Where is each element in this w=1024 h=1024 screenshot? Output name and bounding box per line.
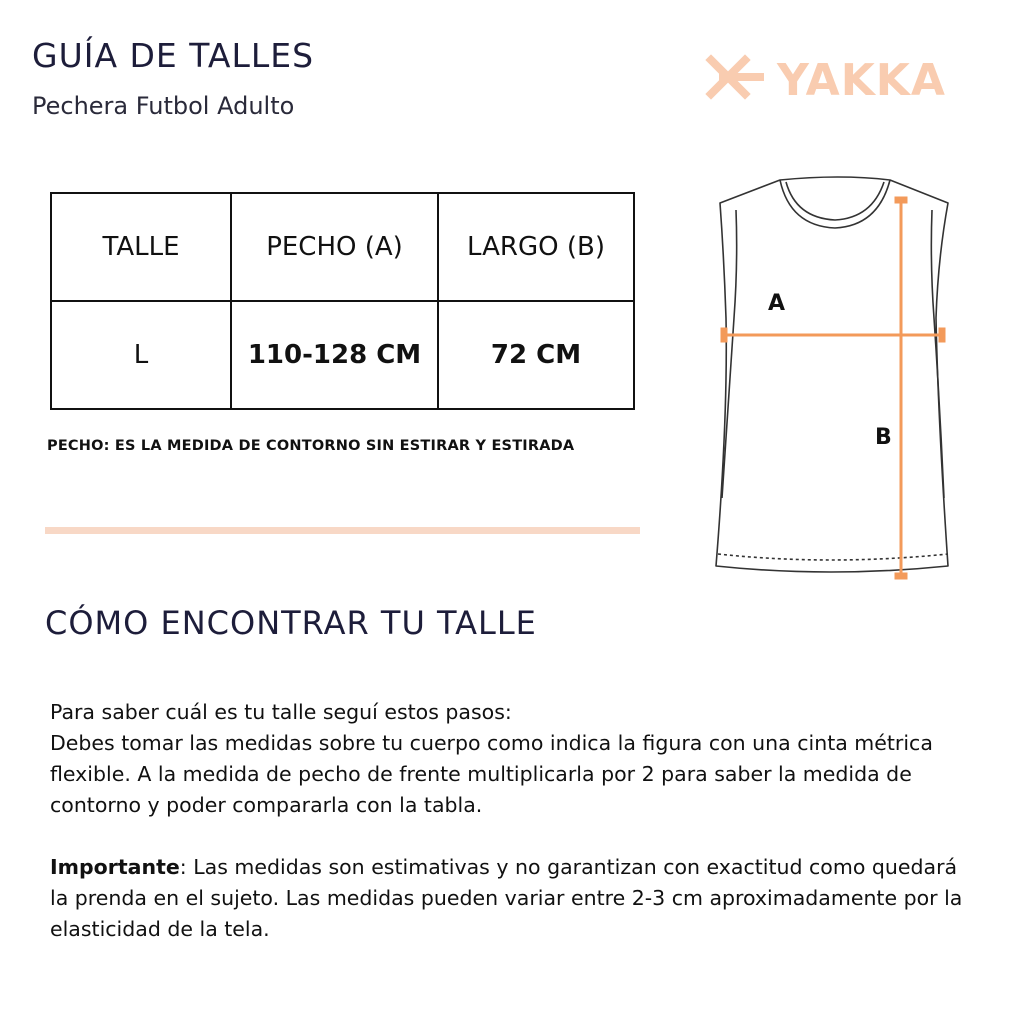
important-text: : Las medidas son estimativas y no garantizan con exactitud como quedará la prenda en el sujeto. Las medidas pueden variar entre 2-3 cm aproximadamente por la elasticidad de la tela. — [50, 855, 963, 941]
tank-top-outline-icon — [700, 168, 970, 588]
brand-name: YAKKA — [777, 55, 946, 102]
cell-largo: 72 CM — [438, 301, 634, 409]
yakka-logo — [705, 52, 960, 102]
important-label: Importante — [50, 855, 180, 879]
label-b: B — [875, 425, 892, 450]
intro-line-1: Para saber cuál es tu talle seguí estos pasos: — [50, 700, 512, 724]
instructions-text — [50, 697, 970, 945]
table-header-row — [51, 193, 634, 301]
x-mark-icon — [711, 60, 760, 94]
page-title: GUÍA DE TALLES — [32, 36, 315, 75]
header-cell-talle: TALLE — [51, 193, 231, 301]
section-divider — [45, 527, 640, 534]
page-subtitle: Pechera Futbol Adulto — [32, 92, 295, 120]
measurement-note: PECHO: ES LA MEDIDA DE CONTORNO SIN ESTIRAR Y ESTIRADA — [47, 438, 575, 454]
cell-pecho: 110-128 CM — [231, 301, 438, 409]
section-title: CÓMO ENCONTRAR TU TALLE — [45, 604, 537, 642]
header-cell-largo: LARGO (B) — [438, 193, 634, 301]
label-a: A — [768, 291, 786, 316]
size-table — [50, 192, 635, 410]
important-paragraph — [50, 852, 970, 945]
header-cell-pecho: PECHO (A) — [231, 193, 438, 301]
intro-line-2: Debes tomar las medidas sobre tu cuerpo como indica la figura con una cinta métrica flexible. A la medida de pecho de frente multiplicarla por 2 para saber la medida de contorno y poder compararla con la tabla. — [50, 731, 933, 817]
cell-talle: L — [51, 301, 231, 409]
measure-lines — [722, 198, 944, 578]
table-row — [51, 301, 634, 409]
